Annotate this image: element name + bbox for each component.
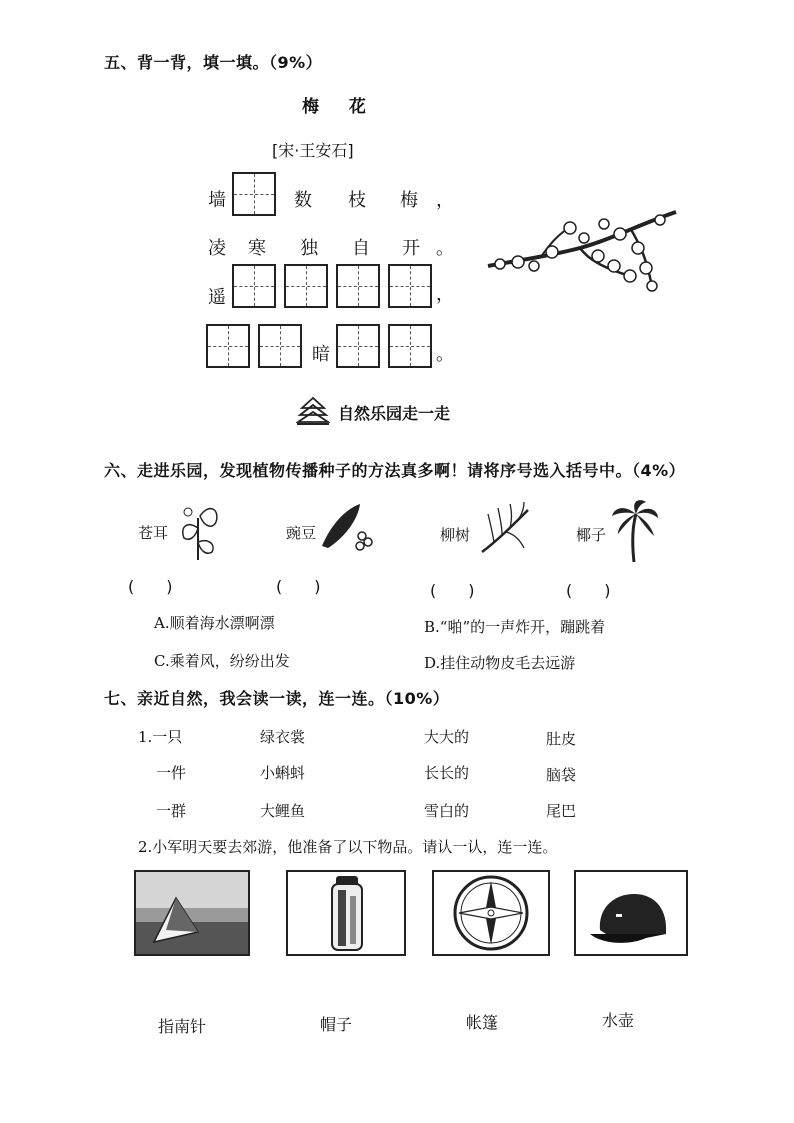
measure-word[interactable]: 一群	[156, 802, 187, 820]
compass-icon	[434, 872, 548, 954]
noun-word[interactable]: 大鲤鱼	[260, 802, 306, 820]
willow-icon	[478, 500, 532, 556]
poem-char: 开	[402, 238, 420, 259]
option-c: C.乘着风，纷纷出发	[154, 652, 290, 670]
plant-name: 椰子	[576, 526, 607, 544]
poem-char: 枝	[348, 190, 366, 211]
item-name[interactable]: 帽子	[320, 1015, 353, 1034]
plant-name: 豌豆	[286, 524, 317, 542]
poem-title: 梅 花	[302, 97, 378, 117]
writing-box[interactable]	[284, 264, 328, 308]
noun-word[interactable]: 绿衣裳	[260, 728, 306, 746]
writing-box[interactable]	[232, 172, 276, 216]
section5-heading: 五、背一背，填一填。（9%）	[104, 53, 323, 72]
poem-punct: 。	[436, 344, 454, 365]
item-name[interactable]: 水壶	[602, 1011, 635, 1030]
body-part-word[interactable]: 尾巴	[546, 802, 577, 820]
writing-box[interactable]	[206, 324, 250, 368]
cocklebur-icon	[176, 498, 222, 562]
writing-box[interactable]	[336, 264, 380, 308]
adjective-word[interactable]: 雪白的	[424, 802, 470, 820]
measure-word[interactable]: 1.一只	[138, 728, 183, 746]
poem-punct: ，	[436, 284, 454, 305]
cap-picture[interactable]	[574, 870, 688, 956]
writing-box[interactable]	[388, 324, 432, 368]
cap-icon	[576, 872, 686, 954]
item-name[interactable]: 帐篷	[466, 1013, 499, 1032]
poem-punct: ，	[436, 190, 454, 211]
poem-char: 暗	[312, 344, 330, 365]
option-a: A.顺着海水漂啊漂	[154, 614, 275, 632]
plum-branch-illustration	[480, 204, 680, 300]
water-bottle-picture[interactable]	[286, 870, 406, 956]
plant-name: 柳树	[440, 526, 471, 544]
poem-char: 寒	[248, 238, 266, 259]
poem-char: 自	[352, 238, 370, 259]
water-bottle-icon	[288, 872, 404, 954]
body-part-word[interactable]: 脑袋	[546, 766, 577, 784]
section7-heading: 七、亲近自然，我会读一读，连一连。（10%）	[104, 689, 450, 708]
compass-picture[interactable]	[432, 870, 550, 956]
writing-box[interactable]	[258, 324, 302, 368]
writing-box[interactable]	[336, 324, 380, 368]
item-name[interactable]: 指南针	[158, 1017, 207, 1036]
answer-blank[interactable]: ( )	[128, 577, 173, 596]
poem-char: 遥	[208, 287, 226, 308]
answer-blank[interactable]: ( )	[430, 581, 475, 600]
poem-char: 墙	[208, 190, 226, 211]
adjective-word[interactable]: 大大的	[424, 728, 470, 746]
option-b: B.“啪”的一声炸开，蹦跳着	[424, 618, 606, 636]
question-2-prompt: 2.小军明天要去郊游，他准备了以下物品。请认一认，连一连。	[138, 838, 558, 856]
writing-box[interactable]	[232, 264, 276, 308]
coconut-palm-icon	[610, 498, 660, 564]
noun-word[interactable]: 小蝌蚪	[260, 764, 306, 782]
adjective-word[interactable]: 长长的	[424, 764, 470, 782]
writing-box[interactable]	[388, 264, 432, 308]
poem-char: 凌	[208, 238, 226, 259]
body-part-word[interactable]: 肚皮	[546, 730, 577, 748]
measure-word[interactable]: 一件	[156, 764, 187, 782]
tent-icon	[136, 872, 248, 954]
answer-blank[interactable]: ( )	[566, 581, 611, 600]
tent-picture[interactable]	[134, 870, 250, 956]
answer-blank[interactable]: ( )	[276, 577, 321, 596]
poem-punct: 。	[436, 238, 454, 259]
plant-name: 苍耳	[138, 524, 169, 542]
section-banner: 自然乐园走一走	[338, 404, 451, 423]
pea-pod-icon	[318, 502, 374, 552]
poem-author: [宋·王安石]	[272, 141, 354, 160]
poem-char: 独	[300, 238, 318, 259]
pagoda-icon	[296, 396, 330, 426]
poem-char: 数	[294, 190, 312, 211]
poem-char: 梅	[400, 190, 418, 211]
section6-heading: 六、走进乐园，发现植物传播种子的方法真多啊！请将序号选入括号中。（4%）	[104, 461, 686, 480]
option-d: D.挂住动物皮毛去远游	[424, 654, 576, 672]
